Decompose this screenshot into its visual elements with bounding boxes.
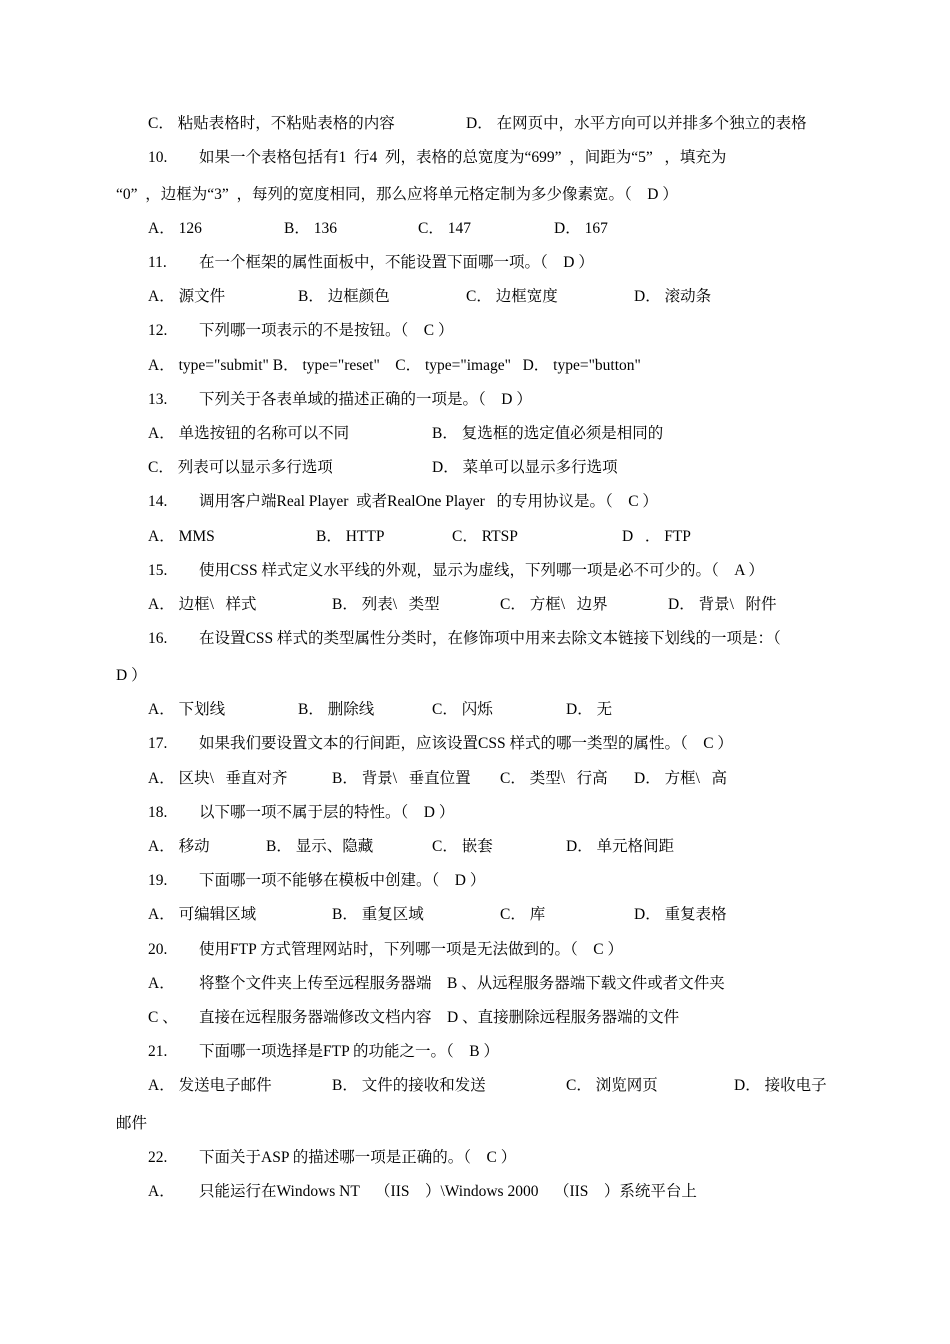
text-segment: B． 显示、隐藏 (266, 838, 374, 855)
text-segment: D． 重复表格 (634, 906, 727, 923)
text-line (0, 218, 950, 240)
text-segment: 19. (148, 872, 168, 889)
text-segment: 17. (148, 735, 168, 752)
text-segment: D． 方框\ 高 (634, 770, 728, 787)
text-segment: 11. (148, 254, 167, 271)
text-segment: 21. (148, 1043, 168, 1060)
text-line (0, 1007, 950, 1029)
text-line (0, 113, 950, 135)
text-segment: 调用客户端Real Player 或者RealOne Player 的专用协议是。（ C ） (199, 493, 658, 510)
text-line (0, 594, 950, 616)
text-segment: D． 167 (554, 220, 608, 237)
text-line (0, 1113, 950, 1135)
text-segment: A． 源文件 (148, 288, 226, 305)
text-segment: C． 147 (418, 220, 471, 237)
text-segment: C． 浏览网页 (566, 1077, 658, 1094)
text-line (0, 560, 950, 582)
text-segment: 10. (148, 149, 168, 166)
text-segment: D． 接收电子 (734, 1077, 827, 1094)
text-segment: 18. (148, 804, 168, 821)
text-line (0, 973, 950, 995)
text-segment: A． 区块\ 垂直对齐 (148, 770, 288, 787)
text-segment: A． 移动 (148, 838, 210, 855)
text-line (0, 320, 950, 342)
text-segment: B． 重复区域 (332, 906, 424, 923)
text-segment: C． 嵌套 (432, 838, 493, 855)
text-segment: A． type="submit" B． type="reset" C． type="image" D． type="button" (148, 357, 641, 374)
text-segment: D ． FTP (622, 528, 691, 545)
text-segment: 22. (148, 1149, 168, 1166)
text-segment: A． 126 (148, 220, 202, 237)
text-segment: 15. (148, 562, 168, 579)
text-segment: A． 下划线 (148, 701, 226, 718)
text-segment: 20. (148, 941, 168, 958)
text-segment: 下面哪一项不能够在模板中创建。（ D ） (199, 872, 486, 889)
text-segment: 直接在远程服务器端修改文档内容 D 、直接删除远程服务器端的文件 (199, 1009, 680, 1026)
text-line (0, 252, 950, 274)
text-segment: D． 菜单可以显示多行选项 (432, 459, 618, 476)
text-line (0, 904, 950, 926)
text-line (0, 526, 950, 548)
text-segment: 下面哪一项选择是FTP 的功能之一。（ B ） (199, 1043, 499, 1060)
text-segment: B． 边框颜色 (298, 288, 390, 305)
text-segment: A． 可编辑区域 (148, 906, 257, 923)
text-segment: D ） (116, 667, 147, 684)
text-line (0, 286, 950, 308)
text-segment: 12. (148, 322, 168, 339)
text-line (0, 836, 950, 858)
text-segment: D． 滚动条 (634, 288, 712, 305)
text-segment: 在一个框架的属性面板中，不能设置下面哪一项。（ D ） (199, 254, 594, 271)
text-segment: C． 闪烁 (432, 701, 493, 718)
text-segment: A． MMS (148, 528, 215, 545)
text-segment: B． 背景\ 垂直位置 (332, 770, 471, 787)
text-segment: 如果我们要设置文本的行间距，应该设置CSS 样式的哪一类型的属性。（ C ） (199, 735, 733, 752)
text-segment: B． 文件的接收和发送 (332, 1077, 486, 1094)
text-segment: 只能运行在Windows NT （IIS ）\Windows 2000 （IIS ）系统平台上 (199, 1183, 697, 1200)
text-line (0, 1041, 950, 1063)
text-segment: C． 方框\ 边界 (500, 596, 608, 613)
text-segment: C． 类型\ 行高 (500, 770, 608, 787)
text-segment: C． 边框宽度 (466, 288, 558, 305)
text-line (0, 491, 950, 513)
text-segment: C． RTSP (452, 528, 518, 545)
text-segment: 以下哪一项不属于层的特性。（ D ） (199, 804, 455, 821)
text-segment: 将整个文件夹上传至远程服务器端 B 、从远程服务器端下载文件或者文件夹 (199, 975, 725, 992)
text-segment: 使用CSS 样式定义水平线的外观，显示为虚线，下列哪一项是必不可少的。（ A ） (199, 562, 764, 579)
text-segment: B． 136 (284, 220, 337, 237)
text-segment: D． 单元格间距 (566, 838, 675, 855)
text-segment: D． 背景\ 附件 (668, 596, 777, 613)
text-line (0, 389, 950, 411)
text-segment: 使用FTP 方式管理网站时，下列哪一项是无法做到的。（ C ） (199, 941, 623, 958)
text-line (0, 939, 950, 961)
text-segment: A． 单选按钮的名称可以不同 (148, 425, 350, 442)
text-segment: 在设置CSS 样式的类型属性分类时，在修饰项中用来去除文本链接下划线的一项是：（ (199, 630, 781, 647)
text-segment: B． 列表\ 类型 (332, 596, 440, 613)
text-line (0, 768, 950, 790)
text-line (0, 1075, 950, 1097)
text-line (0, 1181, 950, 1203)
text-segment: 下面关于ASP 的描述哪一项是正确的。（ C ） (199, 1149, 517, 1166)
text-segment: A． 发送电子邮件 (148, 1077, 272, 1094)
text-segment: A． 边框\ 样式 (148, 596, 257, 613)
text-segment: 如果一个表格包括有1 行4 列，表格的总宽度为“699” ，间距为“5” ，填充为 (199, 149, 727, 166)
text-line (0, 870, 950, 892)
text-segment: B． 复选框的选定值必须是相同的 (432, 425, 664, 442)
text-line (0, 1147, 950, 1169)
text-segment: B． HTTP (316, 528, 385, 545)
text-line (0, 184, 950, 206)
text-line (0, 457, 950, 479)
text-segment: C． 库 (500, 906, 546, 923)
text-line (0, 733, 950, 755)
text-segment: A． (148, 975, 175, 992)
text-line (0, 699, 950, 721)
text-segment: 13. (148, 391, 168, 408)
text-line (0, 423, 950, 445)
text-line (0, 628, 950, 650)
text-segment: 下列关于各表单域的描述正确的一项是。（ D ） (199, 391, 532, 408)
text-segment: C． 列表可以显示多行选项 (148, 459, 333, 476)
text-line (0, 355, 950, 377)
text-segment: B． 删除线 (298, 701, 375, 718)
text-segment: D． 无 (566, 701, 613, 718)
text-line (0, 147, 950, 169)
text-segment: 14. (148, 493, 168, 510)
text-segment: C 、 (148, 1009, 178, 1026)
text-segment: C． 粘贴表格时，不粘贴表格的内容 (148, 115, 395, 132)
text-line (0, 665, 950, 687)
text-segment: 下列哪一项表示的不是按钮。（ C ） (199, 322, 454, 339)
text-segment: “0” ，边框为“3” ，每列的宽度相同，那么应将单元格定制为多少像素宽。（ D ） (116, 186, 678, 203)
text-line (0, 802, 950, 824)
text-segment: D． 在网页中，水平方向可以并排多个独立的表格 (466, 115, 807, 132)
text-segment: A． (148, 1183, 175, 1200)
text-segment: 邮件 (116, 1115, 148, 1132)
text-segment: 16. (148, 630, 168, 647)
